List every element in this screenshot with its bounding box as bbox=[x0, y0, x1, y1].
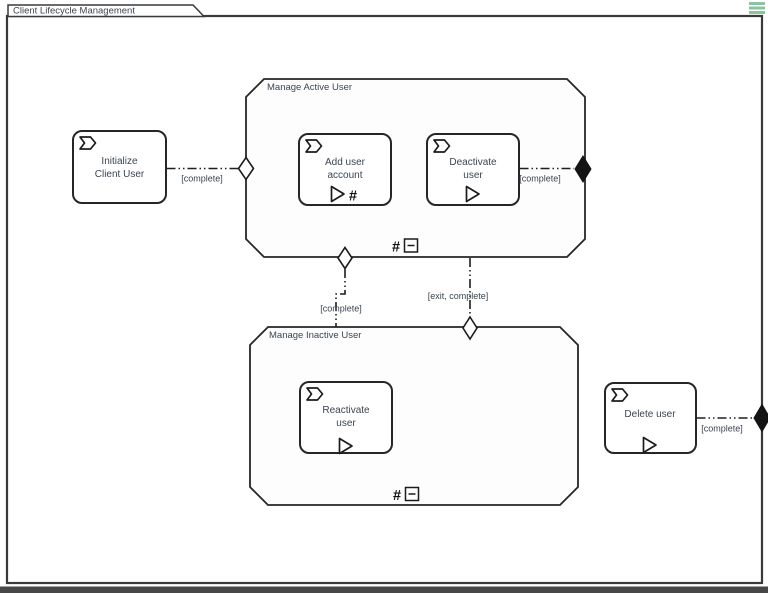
task-label-line1: Add user bbox=[324, 157, 366, 168]
task-label-line1: Initialize bbox=[101, 156, 138, 167]
menu-bar bbox=[749, 11, 765, 14]
repetition-decorator-icon: # bbox=[391, 239, 401, 256]
task-label-line1: Deactivate bbox=[449, 157, 497, 168]
task-label-line2: user bbox=[336, 418, 356, 429]
repetition-decorator-icon: # bbox=[348, 188, 358, 205]
collapse-decorator-icon[interactable] bbox=[406, 488, 419, 501]
task-add-user-account[interactable] bbox=[299, 134, 391, 205]
stage-manage-active-user[interactable] bbox=[246, 79, 585, 257]
stage-shape[interactable] bbox=[246, 79, 585, 257]
task-label-line1: Reactivate bbox=[322, 405, 370, 416]
task-delete-user[interactable] bbox=[605, 383, 696, 453]
menu-bar bbox=[749, 7, 765, 10]
guard-label: [complete] bbox=[181, 173, 223, 184]
hamburger-menu-icon[interactable] bbox=[749, 2, 765, 14]
task-label-line2: user bbox=[463, 170, 483, 181]
collapse-decorator-icon[interactable] bbox=[405, 239, 418, 252]
case-title: Client Lifecycle Management bbox=[13, 5, 135, 17]
menu-bar bbox=[749, 2, 765, 5]
task-reactivate-user[interactable] bbox=[300, 382, 392, 454]
repetition-decorator-icon: # bbox=[392, 488, 402, 504]
task-label-line2: account bbox=[327, 170, 363, 181]
guard-label: [exit, complete] bbox=[427, 291, 489, 301]
task-initialize-client-user[interactable] bbox=[73, 131, 166, 203]
window-bottom-bar bbox=[0, 587, 768, 593]
guard-label: [complete] bbox=[701, 423, 743, 434]
task-label-line2: Client User bbox=[94, 169, 145, 180]
guard-label: [complete] bbox=[519, 173, 561, 184]
task-label-line1: Delete user bbox=[624, 409, 676, 420]
stage-label: Manage Active User bbox=[267, 82, 353, 93]
guard-label: [complete] bbox=[320, 303, 362, 314]
stage-label: Manage Inactive User bbox=[269, 330, 362, 341]
task-deactivate-user[interactable] bbox=[427, 134, 519, 205]
